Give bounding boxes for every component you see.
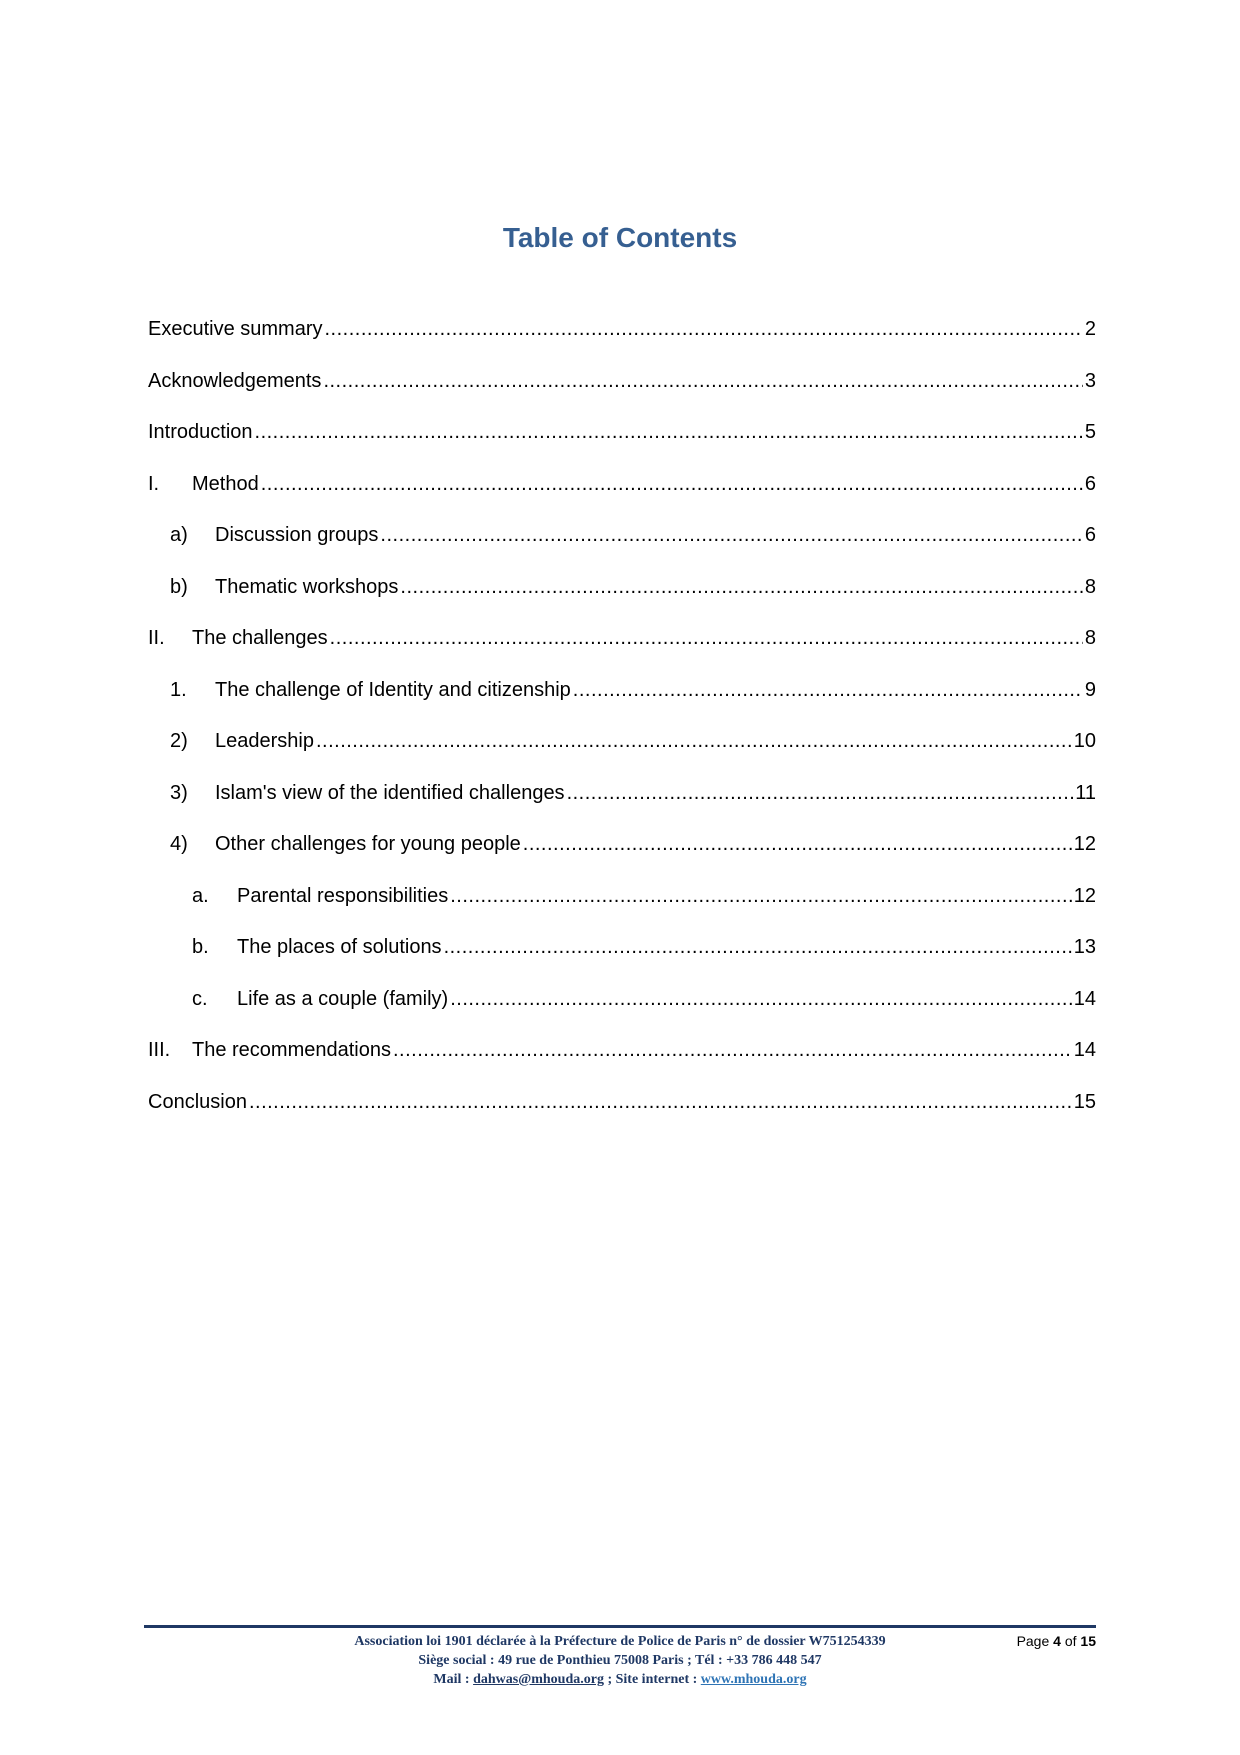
toc-entry-label: Parental responsibilities <box>237 884 449 907</box>
toc-entry-page: 5 <box>1084 421 1096 443</box>
toc-entry-label: Acknowledgements <box>148 369 322 392</box>
toc-entry[interactable] <box>148 883 1096 935</box>
toc-entry-number: c. <box>192 987 208 1010</box>
toc-entry-number: 4) <box>170 833 188 855</box>
toc-entry[interactable] <box>148 677 1096 729</box>
toc-dot-leader <box>450 883 1072 909</box>
toc-dot-leader <box>444 934 1072 960</box>
toc-entry[interactable] <box>148 728 1096 780</box>
toc-entry[interactable] <box>148 1089 1096 1141</box>
toc-entry-label: Leadership <box>215 730 314 752</box>
footer-association-line: Association loi 1901 déclarée à la Préfecture de Police de Paris n° de dossier W751254339 <box>354 1634 886 1649</box>
toc-entry-number: II. <box>148 627 165 649</box>
toc-entry-label: Life as a couple (family) <box>237 987 449 1010</box>
toc-entry[interactable] <box>148 1037 1096 1089</box>
toc-dot-leader <box>330 625 1083 651</box>
toc-entry[interactable] <box>148 574 1096 626</box>
toc-entry-number: 3) <box>170 781 188 804</box>
toc-dot-leader <box>573 677 1083 703</box>
toc-entry-label: Islam's view of the identified challenges <box>215 781 565 804</box>
toc-entry-label: The recommendations <box>192 1039 391 1061</box>
toc-entry-page: 12 <box>1073 833 1096 855</box>
toc-entry-page: 8 <box>1084 575 1096 598</box>
toc-entry-page: 6 <box>1084 472 1096 495</box>
toc-entry-label: Method <box>192 472 259 495</box>
toc-entry[interactable] <box>148 471 1096 523</box>
toc-entry-page: 11 <box>1075 781 1096 804</box>
page-footer <box>144 1632 1096 1689</box>
toc-entry[interactable] <box>148 368 1096 420</box>
toc-dot-leader <box>255 419 1083 445</box>
toc-entry-label: The places of solutions <box>237 936 442 958</box>
toc-entry-label: Other challenges for young people <box>215 833 521 855</box>
toc-dot-leader <box>523 831 1072 857</box>
toc-entry-number: b) <box>170 575 188 598</box>
toc-entry-page: 14 <box>1073 987 1096 1010</box>
footer-address-line: Siège social : 49 rue de Ponthieu 75008 Paris ; Tél : +33 786 448 547 <box>418 1653 822 1668</box>
toc-entry[interactable] <box>148 934 1096 986</box>
toc-entry-page: 14 <box>1073 1039 1096 1061</box>
toc-entry[interactable] <box>148 316 1096 368</box>
toc-entry-page: 15 <box>1073 1090 1096 1113</box>
toc-entry[interactable] <box>148 522 1096 574</box>
toc-entry-page: 6 <box>1084 524 1096 546</box>
toc-entry-label: Conclusion <box>148 1090 247 1113</box>
toc-dot-leader <box>400 574 1082 600</box>
website-link[interactable]: www.mhouda.org <box>700 1672 807 1687</box>
toc-dot-leader <box>249 1089 1072 1115</box>
toc-entry-number: a) <box>170 524 188 546</box>
toc-entry-label: The challenges <box>192 627 328 649</box>
toc-entry-page: 10 <box>1073 730 1096 752</box>
toc-entry[interactable] <box>148 986 1096 1038</box>
toc-entry-label: Introduction <box>148 421 253 443</box>
toc-entry[interactable] <box>148 419 1096 471</box>
toc-dot-leader <box>323 368 1082 394</box>
toc-dot-leader <box>261 471 1083 497</box>
toc-entry-page: 13 <box>1073 936 1096 958</box>
toc-dot-leader <box>450 986 1072 1012</box>
toc-dot-leader <box>325 316 1083 342</box>
toc-entry-page: 9 <box>1084 678 1096 701</box>
page-title: Table of Contents <box>502 222 738 253</box>
toc-entry-number: I. <box>148 472 160 495</box>
toc-entry-page: 12 <box>1073 884 1096 907</box>
toc-entry-label: Thematic workshops <box>215 575 399 598</box>
toc-entry-page: 3 <box>1084 369 1096 392</box>
toc-entry[interactable] <box>148 625 1096 677</box>
toc-entry[interactable] <box>148 780 1096 832</box>
toc-entry-number: b. <box>192 936 209 958</box>
toc-entry-number: 1. <box>170 678 187 701</box>
page-current: 4 <box>1053 1633 1061 1649</box>
toc-entry-number: 2) <box>170 730 188 752</box>
toc-entry-number: III. <box>148 1039 171 1061</box>
footer-divider <box>144 1625 1096 1628</box>
toc-entry-number: a. <box>192 884 209 907</box>
toc-dot-leader <box>316 728 1072 754</box>
toc-entry-label: Discussion groups <box>215 524 379 546</box>
toc-dot-leader <box>380 522 1082 548</box>
toc-dot-leader <box>393 1037 1072 1063</box>
table-of-contents <box>148 316 1096 1140</box>
page-number: Page 4 of 15 <box>1016 1633 1096 1649</box>
toc-entry-page: 8 <box>1084 627 1096 649</box>
toc-entry-label: The challenge of Identity and citizenship <box>215 678 571 701</box>
toc-dot-leader <box>567 780 1074 806</box>
toc-entry-page: 2 <box>1084 318 1096 340</box>
toc-entry[interactable] <box>148 831 1096 883</box>
email-link[interactable]: dahwas@mhouda.org <box>473 1672 604 1687</box>
footer-contact-line: Mail : dahwas@mhouda.org ; Site internet : www.mhouda.org <box>433 1672 807 1687</box>
page-total: 15 <box>1080 1633 1096 1649</box>
toc-entry-label: Executive summary <box>148 318 323 340</box>
